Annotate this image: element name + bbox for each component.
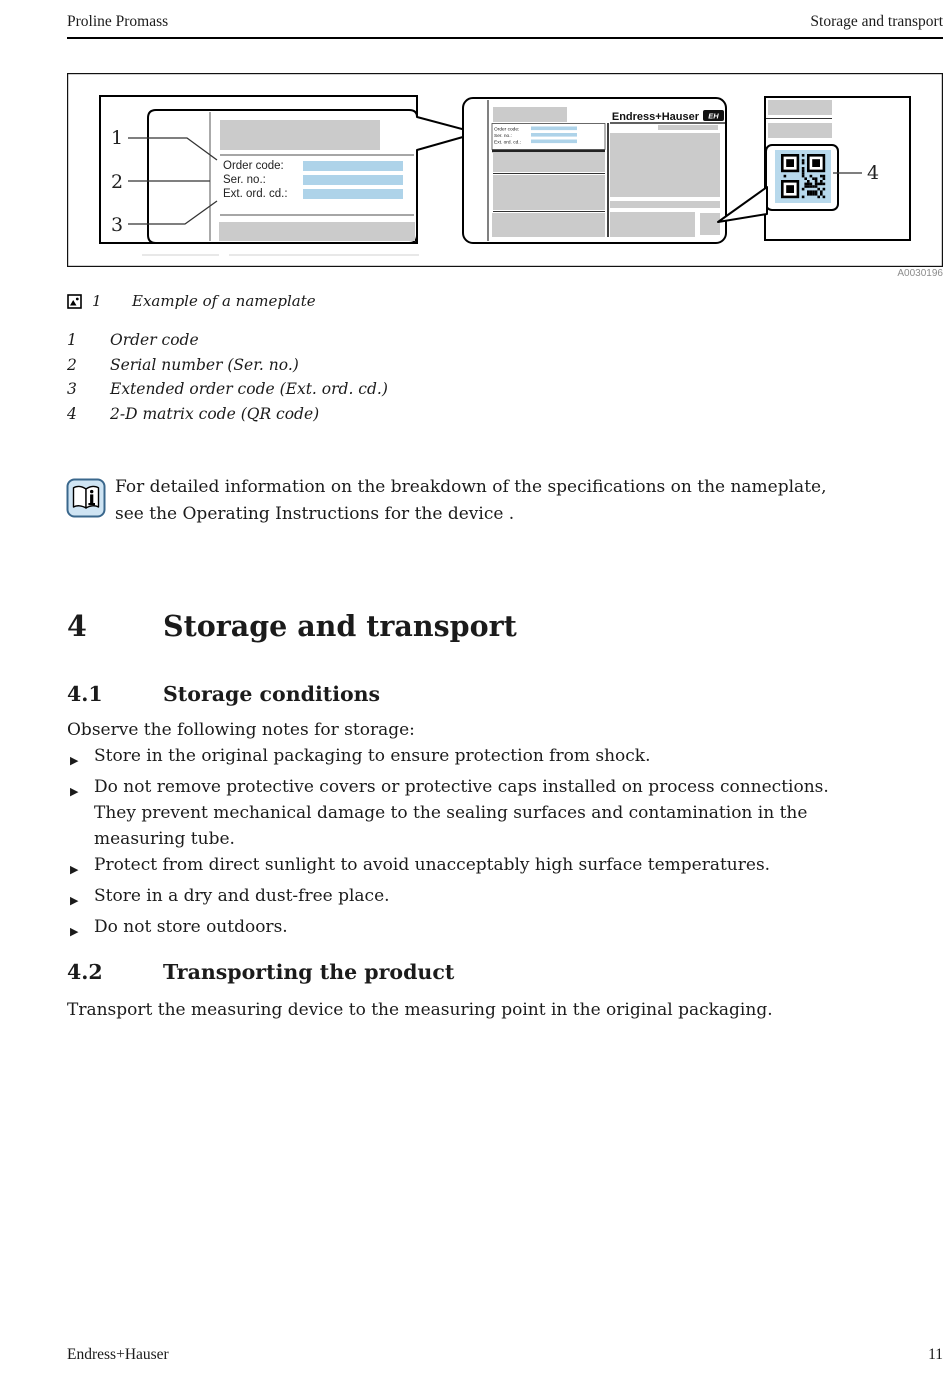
- mini-value-bar: [531, 133, 577, 137]
- mini-value-bar: [531, 140, 577, 144]
- list-item: [70, 743, 839, 774]
- legend-label: Order code: [110, 331, 199, 349]
- section-heading-4-1: [67, 682, 380, 706]
- page-footer: [67, 1346, 943, 1364]
- bullet-text: Store in a dry and dust-free place.: [94, 886, 390, 906]
- placeholder-block: [658, 125, 718, 130]
- legend-label: Serial number (Ser. no.): [110, 355, 299, 374]
- list-item: [70, 852, 839, 883]
- bullet-text: Store in the original packaging to ensure protection from shock.: [94, 746, 651, 766]
- nameplate-full: [463, 98, 726, 243]
- nameplate-figure: [67, 73, 943, 267]
- info-note: [66, 473, 845, 528]
- placeholder-block: [768, 100, 832, 115]
- section-title: Transporting the product: [163, 960, 455, 984]
- transport-paragraph: Transport the measuring device to the measuring point in the original packaging.: [67, 1000, 773, 1020]
- bullet-arrow-icon: ▶: [70, 894, 79, 907]
- section-heading-4: [67, 609, 517, 643]
- section-number: 4: [67, 609, 87, 643]
- caption-text: Example of a nameplate: [132, 292, 316, 310]
- placeholder-block: [700, 213, 720, 235]
- bullet-arrow-icon: ▶: [70, 785, 79, 798]
- eh-logo-text: EH: [708, 111, 719, 121]
- figure-caption: [67, 292, 316, 310]
- legend-num: 1: [67, 331, 77, 349]
- mini-label-order: Order code:: [494, 127, 520, 133]
- section-number: 4.2: [67, 960, 103, 984]
- placeholder-block: [610, 133, 720, 197]
- manual-book-icon: [66, 478, 106, 518]
- section-title: Storage conditions: [163, 682, 381, 706]
- footer-company: Endress+Hauser: [67, 1346, 169, 1363]
- mini-label-ext: Ext. ord. cd.:: [494, 140, 521, 146]
- section-number: 4.1: [67, 682, 103, 706]
- note-text: For detailed information on the breakdown of the specifications on the nameplate, see the Operating Instructions for the device .: [115, 477, 827, 524]
- callout-number-3: 3: [111, 214, 124, 236]
- section-heading-4-2: [67, 960, 454, 984]
- figure-icon: [67, 294, 82, 309]
- caption-number: 1: [92, 292, 102, 310]
- brand-name: Endress+Hauser: [611, 111, 699, 123]
- bullet-arrow-icon: ▶: [70, 863, 79, 876]
- figure-legend: [67, 328, 388, 426]
- legend-num: 3: [67, 380, 77, 399]
- page-header: [67, 0, 943, 39]
- callout-number-1: 1: [111, 127, 124, 149]
- legend-item: [67, 328, 388, 353]
- callout-number-2: 2: [111, 171, 124, 193]
- value-bar: [303, 175, 403, 185]
- label-ext-order: Ext. ord. cd.:: [223, 188, 288, 200]
- mini-label-serial: Ser. no.:: [494, 134, 512, 139]
- list-item: [70, 774, 839, 852]
- legend-item: [67, 402, 388, 427]
- figure-code: A0030196: [897, 268, 943, 279]
- storage-intro-paragraph: Observe the following notes for storage:: [67, 720, 415, 740]
- legend-num: 4: [67, 404, 77, 423]
- list-item: [70, 914, 839, 945]
- legend-label: 2-D matrix code (QR code): [110, 404, 320, 423]
- header-right-title: Storage and transport: [810, 13, 943, 30]
- bullet-text: Do not store outdoors.: [94, 917, 288, 937]
- legend-item: [67, 353, 388, 378]
- legend-item: [67, 377, 388, 402]
- placeholder-block: [220, 120, 380, 150]
- bullet-text: Protect from direct sunlight to avoid unacceptably high surface temperatures.: [94, 855, 771, 875]
- label-serial-no: Ser. no.:: [223, 174, 266, 186]
- section-title: Storage and transport: [163, 609, 517, 643]
- bullet-text: Do not remove protective covers or protective caps installed on process connections. They prevent mechanical damage to the sealing surfaces and contamination in the measuring tube.: [94, 777, 829, 849]
- mini-value-bar: [531, 127, 577, 131]
- legend-num: 2: [67, 355, 77, 374]
- placeholder-block: [219, 222, 415, 241]
- placeholder-block: [493, 175, 605, 210]
- placeholder-block: [610, 201, 720, 208]
- placeholder-block: [493, 153, 605, 172]
- bullet-arrow-icon: ▶: [70, 754, 79, 767]
- storage-bullet-list: [70, 743, 839, 945]
- placeholder-block: [493, 107, 567, 122]
- callout-number-4: 4: [867, 162, 880, 184]
- label-order-code: Order code:: [223, 160, 284, 172]
- value-bar: [303, 161, 403, 171]
- placeholder-block: [492, 213, 605, 237]
- header-left-title: Proline Promass: [67, 13, 169, 30]
- page-number: 11: [928, 1346, 943, 1363]
- value-bar: [303, 189, 403, 199]
- placeholder-block: [768, 123, 832, 138]
- placeholder-block: [610, 212, 695, 237]
- legend-label: Extended order code (Ext. ord. cd.): [110, 380, 388, 399]
- list-item: [70, 883, 839, 914]
- bullet-arrow-icon: ▶: [70, 925, 79, 938]
